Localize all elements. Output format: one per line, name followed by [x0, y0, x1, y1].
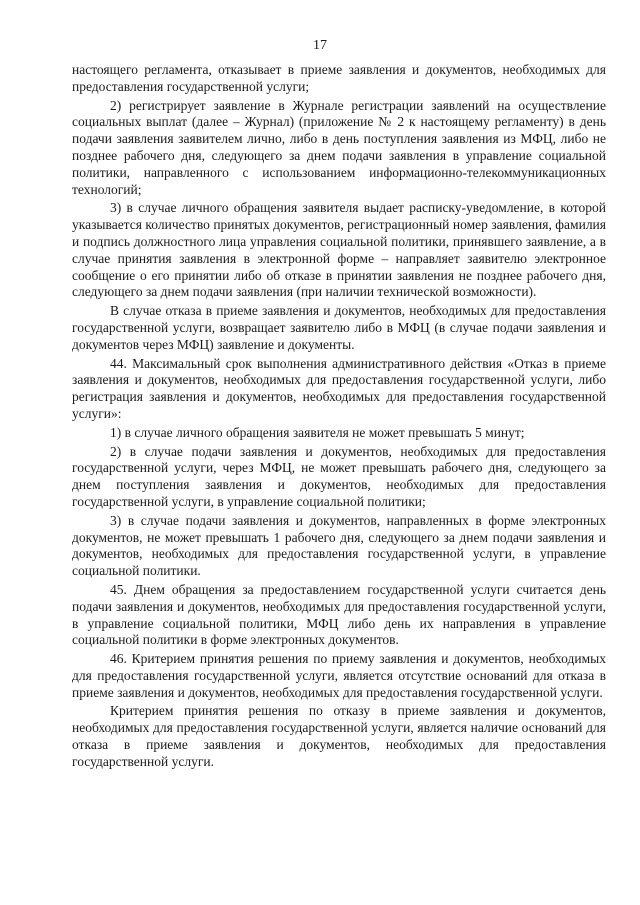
document-body [72, 62, 606, 773]
paragraph: настоящего регламента, отказывает в приеме заявления и документов, необходимых для предоставления государственной услуги; [72, 62, 606, 94]
paragraph: 2) регистрирует заявление в Журнале регистрации заявлений на осуществление социальных выплат (далее – Журнал) (приложение № 2 к настоящему регламенту) в день подачи заявления заявителем лично, либо в день поступления заявления из МФЦ, либо не позднее рабочего дня, следующего за днем подачи заявления в управление социальной политики, направленного с использованием информационно-телекоммуникационных технологий; [72, 97, 606, 197]
paragraph: 3) в случае подачи заявления и документов, направленных в форме электронных документов, не может превышать 1 рабочего дня, следующего за днем подачи заявления и документов, необходимых для предоставления государственной услуги, в управление социальной политики. [72, 512, 606, 579]
paragraph: 1) в случае личного обращения заявителя не может превышать 5 минут; [110, 424, 525, 440]
paragraph: В случае отказа в приеме заявления и документов, необходимых для предоставления государственной услуги, возвращает заявителю либо в МФЦ (в случае подачи заявления и документов через МФЦ) заявление и документы. [72, 303, 606, 352]
paragraph: 2) в случае подачи заявления и документов, необходимых для предоставления государственной услуги, через МФЦ, не может превышать рабочего дня, следующего за днем поступления заявления и документов, необходимых для предоставления государственной услуги, в управление социальной политики; [72, 443, 606, 509]
paragraph: 44. Максимальный срок выполнения административного действия «Отказ в приеме заявления и документов, необходимых для предоставления государственной услуги, либо регистрация заявления и документов, необходимых для предоставления государственной услуги»: [72, 355, 606, 421]
page-number: 17 [313, 38, 327, 53]
paragraph: 3) в случае личного обращения заявителя выдает расписку-уведомление, в которой указывается количество принятых документов, регистрационный номер заявления, фамилия и подпись должностного лица управления социальной политики, принявшего заявление, а в случае принятия заявления в электронной форме – направляет заявителю электронное сообщение о его принятии либо об отказе в принятии заявления не позднее рабочего дня, следующего за днем подачи заявления (при наличии технической возможности). [72, 200, 606, 300]
paragraph: Критерием принятия решения по отказу в приеме заявления и документов, необходимых для предоставления государственной услуги, является наличие оснований для отказа в приеме заявления и документов, необходимых для предоставления государственной услуги. [72, 703, 606, 769]
paragraph: 46. Критерием принятия решения по приему заявления и документов, необходимых для предоставления государственной услуги, является отсутствие оснований для отказа в приеме заявления и документов, необходимых для предоставления государственной услуги. [72, 651, 606, 700]
paragraph: 45. Днем обращения за предоставлением государственной услуги считается день подачи заявления и документов, необходимых для предоставления государственной услуги, в управление социальной политики, МФЦ либо день их направления в управление социальной политики в форме электронных документов. [72, 581, 606, 648]
